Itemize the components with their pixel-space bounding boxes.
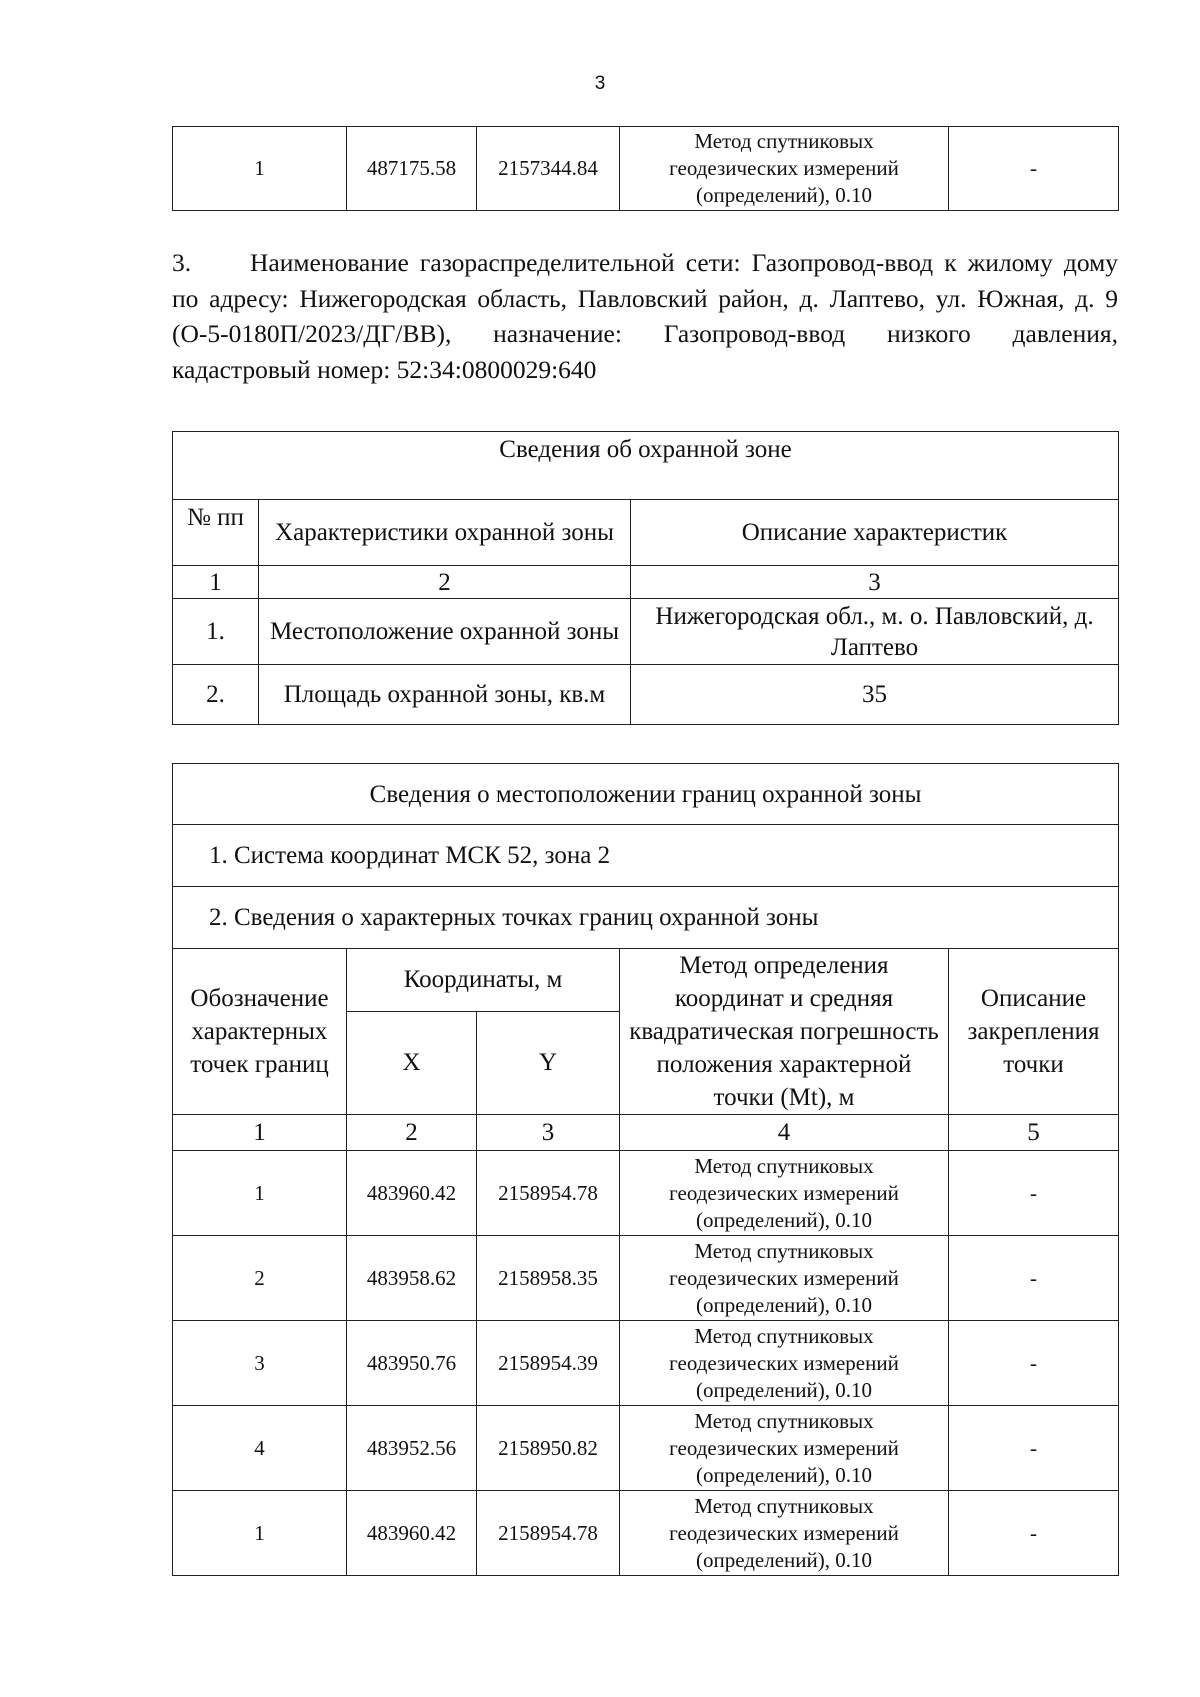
coord-system: 1. Система координат МСК 52, зона 2 — [173, 825, 1119, 887]
zone-info-table — [172, 431, 1119, 725]
section-paragraph — [172, 245, 1118, 387]
table-row — [173, 1321, 1119, 1406]
method-cell — [620, 1236, 949, 1321]
y-cell: 2158954.78 — [477, 1151, 620, 1236]
col-number: 3 — [477, 1115, 620, 1151]
header-designation: Обозначение характерных точек границ — [173, 949, 347, 1115]
column-number-row — [173, 1115, 1119, 1151]
point-cell: 1 — [173, 127, 347, 211]
header-coordinates: Координаты, м — [347, 949, 620, 1012]
top-coordinates-table — [172, 126, 1119, 211]
method-line: (определений), 0.10 — [695, 183, 873, 207]
y-cell: 2158950.82 — [477, 1406, 620, 1491]
row-description: 35 — [631, 665, 1119, 725]
col-number: 1 — [173, 1115, 347, 1151]
method-line: (определений), 0.10 — [695, 1462, 873, 1487]
row-characteristic: Площадь охранной зоны, кв.м — [259, 665, 631, 725]
header-characteristic: Характеристики охранной зоны — [259, 500, 631, 566]
point-cell: 2 — [173, 1236, 347, 1321]
description-cell: - — [949, 1236, 1119, 1321]
points-title-row — [173, 887, 1119, 949]
point-cell: 3 — [173, 1321, 347, 1406]
x-cell: 483952.56 — [347, 1406, 477, 1491]
row-characteristic: Местоположение охранной зоны — [259, 599, 631, 665]
header-x: X — [347, 1011, 477, 1114]
header-method: Метод определения координат и средняя квадратическая погрешность положения характерной точки (Mt), м — [620, 949, 949, 1115]
method-line: геодезических измерений — [669, 1350, 899, 1375]
coord-system-row — [173, 825, 1119, 887]
boundaries-title: Сведения о местоположении границ охранной зоны — [173, 764, 1119, 825]
method-cell — [620, 127, 949, 211]
method-line: (определений), 0.10 — [695, 1207, 873, 1232]
y-cell: 2158954.39 — [477, 1321, 620, 1406]
method-line: геодезических измерений — [669, 1435, 899, 1460]
col-number: 4 — [620, 1115, 949, 1151]
table-row — [173, 1406, 1119, 1491]
header-description: Описание характеристик — [631, 500, 1119, 566]
header-y: Y — [477, 1011, 620, 1114]
method-line: (определений), 0.10 — [695, 1292, 873, 1317]
x-cell: 483958.62 — [347, 1236, 477, 1321]
method-cell — [620, 1406, 949, 1491]
method-line: (определений), 0.10 — [695, 1547, 873, 1572]
method-line: Метод спутниковых — [694, 1238, 874, 1263]
table-header-row — [173, 500, 1119, 566]
method-cell — [620, 1151, 949, 1236]
col-number: 3 — [631, 566, 1119, 599]
y-cell: 2157344.84 — [477, 127, 620, 211]
description-cell: - — [949, 1406, 1119, 1491]
table-row — [173, 1236, 1119, 1321]
method-line: Метод спутниковых — [694, 1493, 874, 1518]
method-line: Метод спутниковых — [694, 1408, 874, 1433]
header-num: № пп — [173, 500, 259, 566]
table-row — [173, 665, 1119, 725]
x-cell: 483960.42 — [347, 1491, 477, 1576]
method-line: Метод спутниковых — [694, 1323, 874, 1348]
point-cell: 1 — [173, 1151, 347, 1236]
method-cell — [620, 1491, 949, 1576]
x-cell: 483950.76 — [347, 1321, 477, 1406]
table-header-row — [173, 949, 1119, 1012]
y-cell: 2158954.78 — [477, 1491, 620, 1576]
section-number: 3. — [172, 248, 192, 277]
description-cell: - — [949, 1491, 1119, 1576]
method-line: геодезических измерений — [669, 1520, 899, 1545]
row-num: 1. — [173, 599, 259, 665]
col-number: 2 — [259, 566, 631, 599]
section-text: Наименование газораспределительной сети: Газопровод-ввод к жилому дому по адресу: Нижегородская область, Павловский район, д. Лаптево, ул. Южная, д. 9 (О-5-0180П/2023/ДГ/ВВ), назначение: Газопровод-ввод низкого давления, кадастровый номер: 52:34:0800029:640 — [172, 248, 1118, 384]
table-title-row — [173, 432, 1119, 500]
points-title: 2. Сведения о характерных точках границ охранной зоны — [173, 887, 1119, 949]
column-number-row — [173, 566, 1119, 599]
method-line: Метод спутниковых — [694, 129, 874, 153]
method-line: Метод спутниковых — [694, 1153, 874, 1178]
y-cell: 2158958.35 — [477, 1236, 620, 1321]
table-row — [173, 599, 1119, 665]
description-cell: - — [949, 127, 1119, 211]
method-line: геодезических измерений — [669, 1180, 899, 1205]
boundary-points-table — [172, 763, 1119, 1576]
method-line: геодезических измерений — [669, 1265, 899, 1290]
point-cell: 1 — [173, 1491, 347, 1576]
header-fixing: Описание закрепления точки — [949, 949, 1119, 1115]
row-description: Нижегородская обл., м. о. Павловский, д. Лаптево — [631, 599, 1119, 665]
col-number: 5 — [949, 1115, 1119, 1151]
zone-info-title: Сведения об охранной зоне — [173, 432, 1119, 500]
col-number: 2 — [347, 1115, 477, 1151]
method-line: геодезических измерений — [669, 156, 899, 180]
x-cell: 483960.42 — [347, 1151, 477, 1236]
method-cell — [620, 1321, 949, 1406]
table-row — [173, 1151, 1119, 1236]
table-row — [173, 1491, 1119, 1576]
row-num: 2. — [173, 665, 259, 725]
page-number: 3 — [594, 73, 606, 94]
table-title-row — [173, 764, 1119, 825]
description-cell: - — [949, 1321, 1119, 1406]
point-cell: 4 — [173, 1406, 347, 1491]
method-line: (определений), 0.10 — [695, 1377, 873, 1402]
col-number: 1 — [173, 566, 259, 599]
description-cell: - — [949, 1151, 1119, 1236]
table-row — [173, 127, 1119, 211]
x-cell: 487175.58 — [347, 127, 477, 211]
